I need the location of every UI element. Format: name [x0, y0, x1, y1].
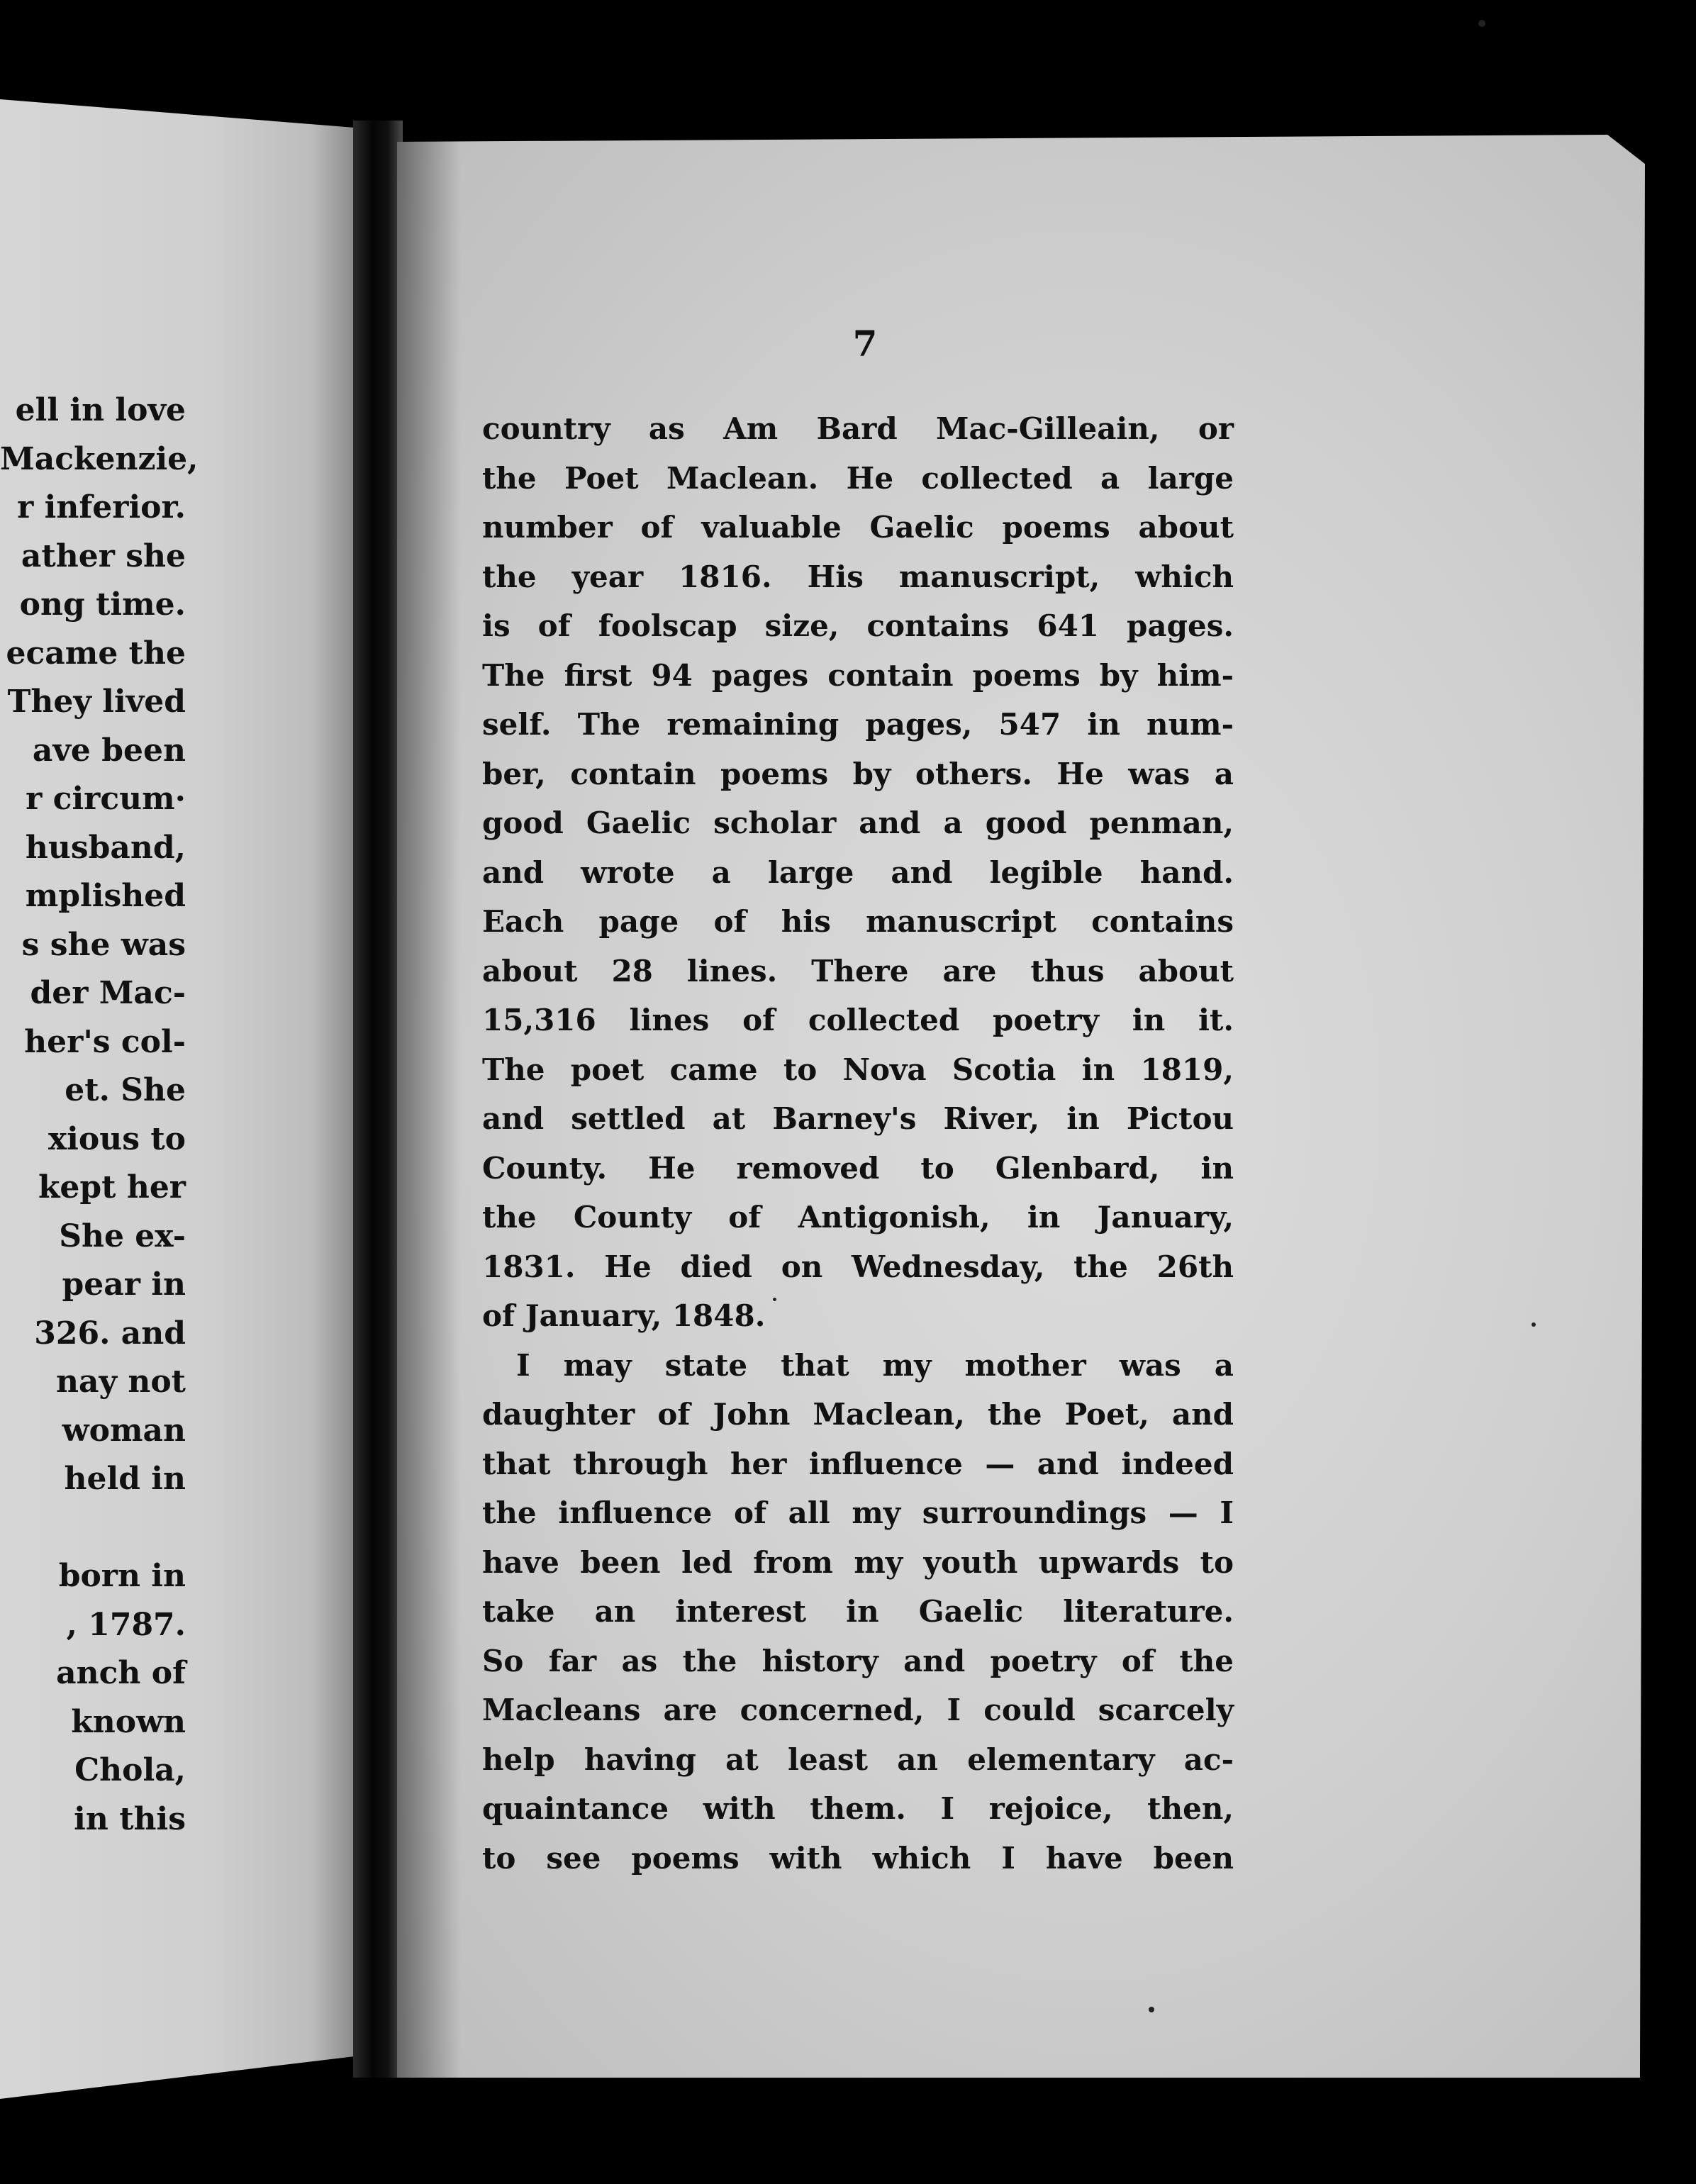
text-line: ber, contain poems by others. He was a: [482, 756, 1234, 791]
text-line: quaintance with them. I rejoice, then,: [482, 1791, 1234, 1826]
left-line: kept her: [38, 1169, 186, 1205]
left-line: held in: [64, 1461, 186, 1497]
left-line: in this: [74, 1800, 186, 1837]
text-line: good Gaelic scholar and a good penman,: [482, 806, 1234, 840]
left-line: pear in: [62, 1266, 186, 1303]
page-body-text: [482, 404, 1234, 1883]
left-page-text: [0, 386, 199, 1844]
left-line-gap: [0, 1504, 186, 1553]
scan-speck: [1149, 2007, 1154, 2012]
text-line: take an interest in Gaelic literature.: [482, 1594, 1234, 1629]
text-line: daughter of John Maclean, the Poet, and: [482, 1397, 1234, 1432]
left-line: mplished: [25, 878, 186, 914]
text-line: number of valuable Gaelic poems about: [482, 510, 1234, 545]
left-line: Chola,: [74, 1752, 186, 1788]
left-line: ell in love: [15, 392, 186, 428]
text-line: about 28 lines. There are thus about: [482, 953, 1234, 988]
text-line: help having at least an elementary ac-: [482, 1742, 1234, 1777]
left-line: s she was: [21, 926, 186, 963]
text-line: the Poet Maclean. He collected a large: [482, 460, 1234, 496]
left-line: der Mac-: [30, 975, 186, 1011]
text-line: the influence of all my surroundings — I: [482, 1495, 1234, 1530]
left-line: known: [71, 1703, 186, 1740]
book-gutter: [353, 121, 403, 2078]
text-line: 1831. He died on Wednesday, the 26th: [482, 1249, 1234, 1284]
left-line: woman: [62, 1412, 186, 1449]
left-line: ong time.: [19, 586, 186, 623]
text-line: that through her influence — and indeed: [482, 1446, 1234, 1481]
text-line: The poet came to Nova Scotia in 1819,: [482, 1052, 1234, 1087]
left-line: , 1787.: [66, 1606, 186, 1643]
left-line: born in: [58, 1558, 186, 1594]
left-line: her's col-: [24, 1023, 186, 1060]
left-line: ecame the: [6, 635, 186, 672]
text-line: The first 94 pages contain poems by him-: [482, 657, 1234, 693]
scan-speck: [1478, 20, 1485, 27]
left-line: ave been: [32, 732, 186, 769]
text-line: I may state that my mother was a: [516, 1347, 1234, 1383]
left-line: xious to: [48, 1120, 186, 1157]
text-line: is of foolscap size, contains 641 pages.: [482, 608, 1234, 643]
left-line: nay not: [55, 1364, 186, 1400]
text-line: of January, 1848.: [482, 1298, 766, 1333]
left-line: r circum·: [26, 781, 186, 817]
text-line: country as Am Bard Mac-Gilleain, or: [482, 411, 1234, 446]
text-line: to see poems with which I have been: [482, 1840, 1234, 1876]
text-line: 15,316 lines of collected poetry in it.: [482, 1003, 1234, 1037]
scan-speck: [773, 1298, 776, 1301]
text-line: the year 1816. His manuscript, which: [482, 559, 1234, 594]
left-line: et. She: [65, 1072, 186, 1108]
text-line: Each page of his manuscript contains: [482, 904, 1234, 939]
page-number: 7: [852, 323, 878, 364]
scan-speck: [1532, 1322, 1536, 1327]
text-line: Macleans are concerned, I could scarcely: [482, 1693, 1234, 1727]
text-line: and wrote a large and legible hand.: [482, 854, 1234, 890]
text-line: and settled at Barney's River, in Pictou: [482, 1101, 1234, 1136]
page-shadow: [397, 135, 461, 2078]
left-line: r inferior.: [17, 489, 186, 525]
left-line: She ex-: [59, 1218, 186, 1254]
left-line: ather she: [21, 537, 186, 574]
left-line: husband,: [25, 829, 186, 866]
text-line: have been led from my youth upwards to: [482, 1544, 1234, 1580]
left-line: Mackenzie,: [0, 440, 199, 477]
text-line: self. The remaining pages, 547 in num-: [482, 707, 1234, 742]
text-line: So far as the history and poetry of the: [482, 1643, 1234, 1678]
left-line: They lived: [7, 684, 186, 720]
left-line: 326. and: [34, 1315, 186, 1352]
left-line: anch of: [56, 1655, 186, 1691]
text-line: County. He removed to Glenbard, in: [482, 1150, 1234, 1186]
text-line: the County of Antigonish, in January,: [482, 1200, 1234, 1235]
